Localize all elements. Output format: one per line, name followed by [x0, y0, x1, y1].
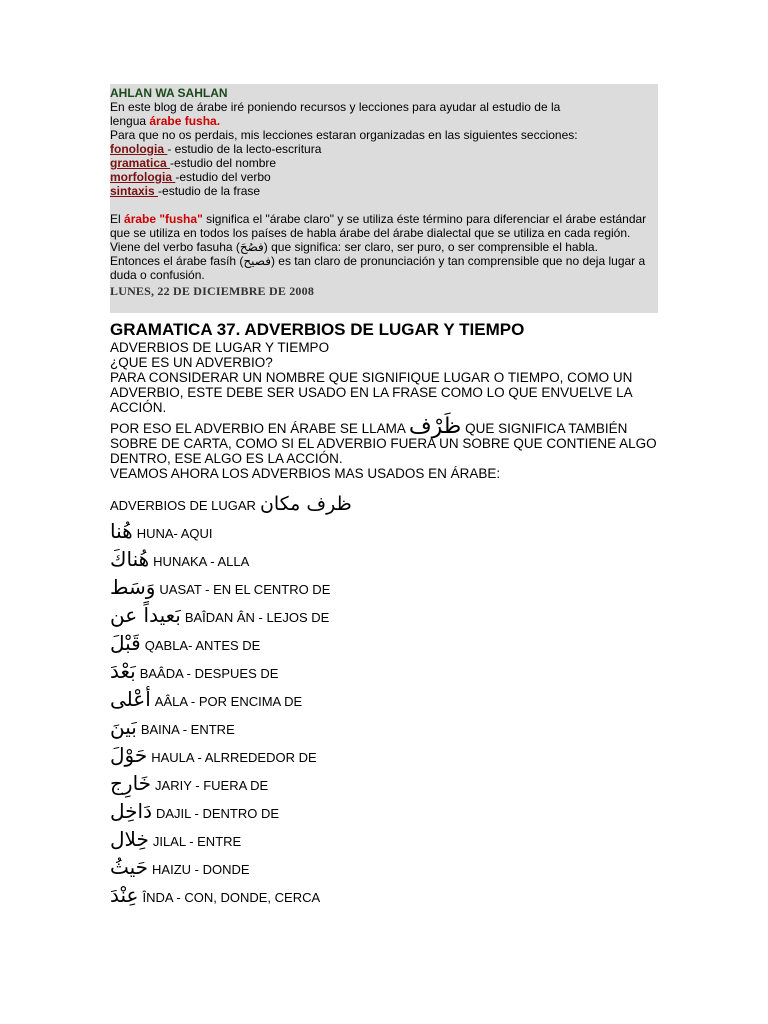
list-item: بَينَ BAINA - ENTRE — [110, 715, 235, 739]
section-link-morfologia[interactable]: morfologia — [110, 170, 176, 184]
section-link-gramatica[interactable]: gramatica — [110, 156, 171, 170]
blog-title: AHLAN WA SAHLAN — [110, 86, 228, 100]
list-item: حَيثُ HAIZU - DONDE — [110, 855, 250, 879]
blog-intro: En este blog de árabe iré poniendo recursos y lecciones para ayudar al estudio de la lengua árabe fusha. Para que no os perdais, mis lecciones estaran organizadas en las siguientes secciones: — [110, 100, 578, 142]
list-item: عِنْدَ ÎNDA - CON, DONDE, CERCA — [110, 883, 321, 907]
page — [110, 84, 658, 907]
blog-post — [110, 320, 658, 907]
list-item: قَبْلَ QABLA- ANTES DE — [110, 631, 261, 655]
list-item: وَسَط UASAT - EN EL CENTRO DE — [110, 575, 331, 599]
post-date: LUNES, 22 DE DICIEMBRE DE 2008 — [110, 284, 315, 298]
list-item: هُنا HUNA- AQUI — [110, 519, 213, 543]
fusha-explanation: El árabe "fusha" significa el "árabe claro" y se utiliza éste término para diferenciar el árabe estándar que se utiliza en todos los países de habla árabe del árabe dialectal que se utiliza en cada región. Viene del verbo fasuha (فصُحَ) que significa: ser claro, ser puro, o ser comprensible el habla. Entonces el árabe fasíh (فصيح) es tan claro de pronunciación y tan comprensible que no deja lugar a duda o confusión. — [110, 212, 647, 282]
list-item: بَعْدَ BAÂDA - DESPUES DE — [110, 659, 279, 683]
section-item: sintaxis -estudio de la frase — [110, 184, 261, 198]
zarf-arabic: ظَرْف — [408, 414, 462, 439]
arabe-fusha-highlight: árabe fusha. — [149, 114, 221, 128]
post-body: ADVERBIOS DE LUGAR Y TIEMPO ¿QUE ES UN ADVERBIO? PARA CONSIDERAR UN NOMBRE QUE SIGNIFIQUE LUGAR O TIEMPO, COMO UN ADVERBIO, ESTE DEBE SER USADO EN LA FRASE COMO LO QUE ENVUELVE LA ACCIÓN. POR ESO EL ADVERBIO EN ÁRABE SE LLAMA ظَرْف QUE SIGNIFICA TAMBIÉN SOBRE DE CARTA, COMO SI EL ADVERBIO FUERA UN SOBRE QUE CONTIENE ALGO DENTRO, ESE ALGO ES LA ACCIÓN. VEAMOS AHORA LOS ADVERBIOS MAS USADOS EN ÁRABE: — [110, 340, 657, 481]
list-item: حَوْلَ HAULA - ALRREDEDOR DE — [110, 743, 317, 767]
section-link-sintaxis[interactable]: sintaxis — [110, 184, 159, 198]
adverb-list — [110, 515, 658, 907]
list-item: خَارِج JARIY - FUERA DE — [110, 771, 269, 795]
list-item: بَعيداً عن BAÎDAN ÂN - LEJOS DE — [110, 603, 330, 627]
adverbs-lugar-heading: ADVERBIOS DE LUGAR ظرف مكان — [110, 493, 352, 515]
section-link-fonologia[interactable]: fonologia — [110, 142, 168, 156]
post-title[interactable]: GRAMATICA 37. ADVERBIOS DE LUGAR Y TIEMPO — [110, 320, 525, 339]
section-item: morfologia -estudio del verbo — [110, 170, 271, 184]
list-item: أعْلى AÂLA - POR ENCIMA DE — [110, 687, 303, 711]
section-list — [110, 142, 658, 198]
section-item: fonologia - estudio de la lecto-escritura — [110, 142, 322, 156]
list-item: دَاخِل DAJIL - DENTRO DE — [110, 799, 280, 823]
list-item: خِلال JILAL - ENTRE — [110, 827, 242, 851]
blog-header — [110, 84, 658, 313]
section-item: gramatica -estudio del nombre — [110, 156, 277, 170]
list-item: هُناكَ HUNAKA - ALLA — [110, 547, 250, 571]
